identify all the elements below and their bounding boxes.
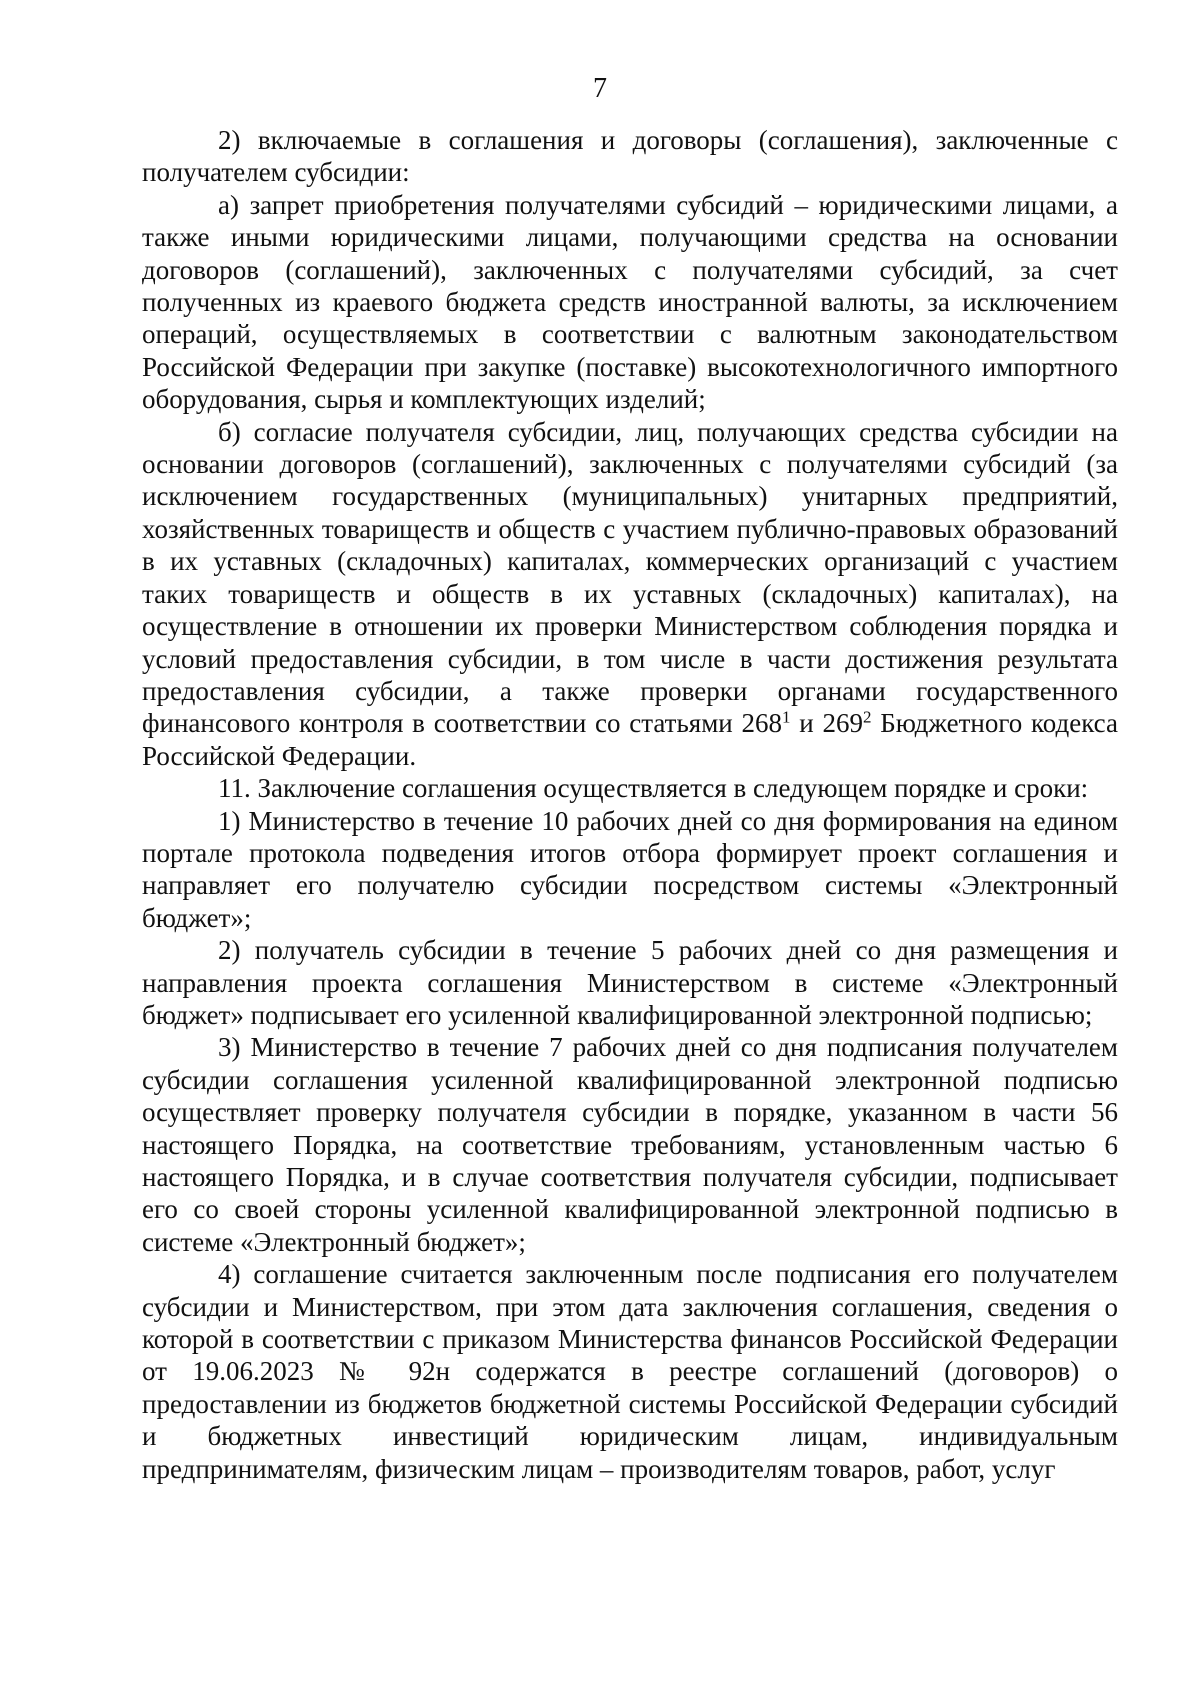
paragraph-b-tail: Бюджетного кодекса Российской Федерации. — [142, 708, 1118, 771]
article-268-superscript: 1 — [782, 707, 791, 727]
paragraph-b-text: б) согласие получателя субсидии, лиц, получающих средства субсидии на основании договоров (соглашений), заключенных с получателями субсидий (за исключением государственных (муниципальных) унитарных предприятий, хозяйственных товариществ и обществ с участием публично-правовых образований в их уставных (складочных) капиталах, коммерческих организаций с участием таких товариществ и обществ в их уставных (складочных) капиталах), на осуществление в отношении их проверки Министерством соблюдения порядка и условий предоставления субсидии, в том числе в части достижения результата предоставления субсидии, а также проверки органами государственного финансового контроля в соответствии со статьями 268 — [142, 416, 1118, 739]
paragraph-a-currency-ban: а) запрет приобретения получателями субсидий – юридическими лицами, а также иными юридическими лицами, получающими средства на основании договоров (соглашений), заключенных с получателями субсидий, за счет полученных из краевого бюджета средств иностранной валюты, за исключением операций, осуществляемых в соответствии с валютным законодательством Российской Федерации при закупке (поставке) высокотехнологичного импортного оборудования, сырья и комплектующих изделий; — [142, 189, 1118, 415]
paragraph-4-agreement-concluded: 4) соглашение считается заключенным после подписания его получателем субсидии и Министерством, при этом дата заключения соглашения, сведения о которой в соответствии с приказом Министерства финансов Российской Федерации от 19.06.2023 № 92н содержатся в реестре соглашений (договоров) о предоставлении из бюджетов бюджетной системы Российской Федерации субсидий и бюджетных инвестиций юридическим лицам, индивидуальным предпринимателям, физическим лицам – производителям товаров, работ, услуг — [142, 1259, 1118, 1484]
page-number: 7 — [593, 73, 607, 104]
paragraph-3-ministry-verifies: 3) Министерство в течение 7 рабочих дней со дня подписания получателем субсидии соглашения усиленной квалифицированной электронной подписью осуществляет проверку получателя субсидии в порядке, указанном в части 56 настоящего Порядка, на соответствие требованиям, установленным частью 6 настоящего Порядка, и в случае соответствия получателя субсидии, подписывает его со своей стороны усиленной квалифицированной электронной подписью в системе «Электронный бюджет»; — [142, 1032, 1118, 1257]
paragraph-11-agreement-procedure: 11. Заключение соглашения осуществляется в следующем порядке и сроки: — [218, 773, 1089, 804]
paragraph-2-included-in-agreements: 2) включаемые в соглашения и договоры (соглашения), заключенные с получателем субсидии: — [142, 125, 1118, 188]
document-body — [142, 124, 1118, 1485]
article-269-superscript: 2 — [863, 707, 872, 727]
paragraph-b-mid: и 269 — [790, 708, 864, 739]
paragraph-2-recipient-signs: 2) получатель субсидии в течение 5 рабочих дней со дня размещения и направления проекта соглашения Министерством в системе «Электронный бюджет» подписывает его усиленной квалифицированной электронной подписью; — [142, 935, 1118, 1030]
paragraph-1-ministry-forms-draft: 1) Министерство в течение 10 рабочих дней со дня формирования на едином портале протокола подведения итогов отбора формирует проект соглашения и направляет его получателю субсидии посредством системы «Электронный бюджет»; — [142, 805, 1118, 933]
paragraph-b-consent-to-inspection — [142, 416, 1118, 772]
